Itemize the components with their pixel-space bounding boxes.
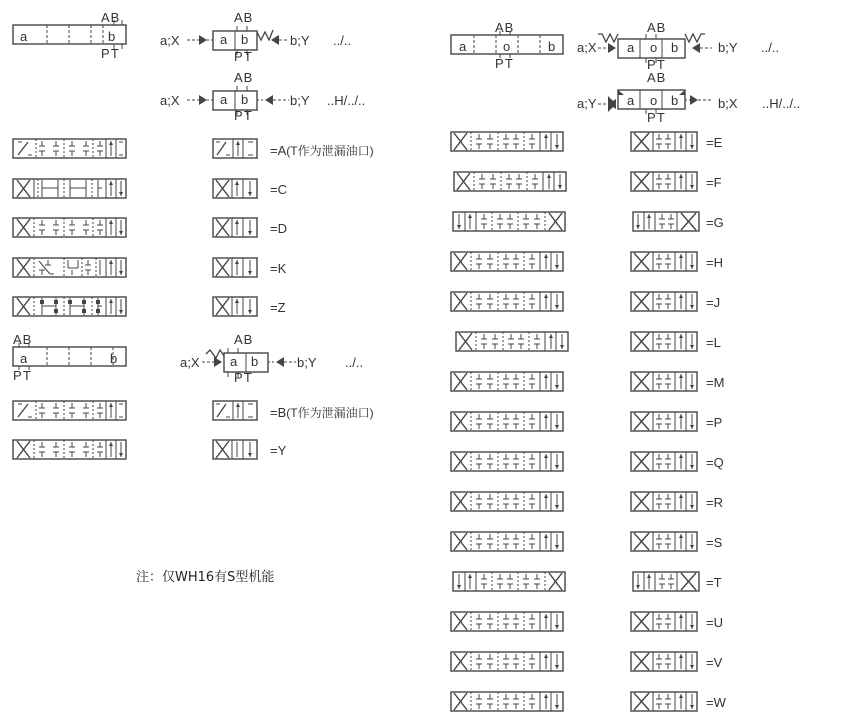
pos-b-right-h: b xyxy=(671,93,679,108)
function-label-G: =G xyxy=(706,215,724,230)
ports-top-b-compact: A B xyxy=(234,332,252,347)
function-code: =A xyxy=(270,143,287,158)
symbol-compact-H xyxy=(630,250,700,274)
pos-b-right-full: b xyxy=(548,39,556,54)
symbol-full-T xyxy=(450,570,566,594)
function-label-C: =C xyxy=(270,182,287,197)
control-label-b-right-h: b;X xyxy=(718,96,738,111)
symbol-compact-W xyxy=(630,690,700,714)
control-label-a-right: a;X xyxy=(577,40,597,55)
symbol-full-W xyxy=(450,690,566,714)
symbol-full-G xyxy=(450,210,566,234)
symbol-compact-Z xyxy=(212,295,258,319)
symbol-full-H xyxy=(450,250,566,274)
symbol-compact-J xyxy=(630,290,700,314)
function-label-V: =V xyxy=(706,655,723,670)
ports-bottom-compact-1: P T xyxy=(234,49,251,64)
symbol-full-M xyxy=(450,370,566,394)
pos-a-b-compact: a xyxy=(230,354,238,369)
symbol-compact-S xyxy=(630,530,700,554)
function-label-E: =E xyxy=(706,135,723,150)
function-code: =B xyxy=(270,405,287,420)
symbol-full-P xyxy=(450,410,566,434)
control-label-a-b: a;X xyxy=(180,355,200,370)
pos-o-right-compact: o xyxy=(650,40,658,55)
function-label-D: =D xyxy=(270,221,287,236)
symbol-compact-K xyxy=(212,256,258,280)
symbol-compact-P xyxy=(630,410,700,434)
function-label-F: =F xyxy=(706,175,722,190)
symbol-compact-R xyxy=(630,490,700,514)
symbol-full-F xyxy=(453,170,569,194)
symbol-full-J xyxy=(450,290,566,314)
function-label-M: =M xyxy=(706,375,725,390)
symbol-compact-M xyxy=(630,370,700,394)
control-label-b-right: b;Y xyxy=(718,40,738,55)
function-label-H: =H xyxy=(706,255,723,270)
pos-b-compact-2: b xyxy=(241,92,249,107)
symbol-full-B xyxy=(12,399,128,423)
control-label-a: a;X xyxy=(160,33,180,48)
pos-label-b: b xyxy=(108,29,116,44)
control-label-a-right-h: a;Y xyxy=(577,96,597,111)
function-label-U: =U xyxy=(706,615,723,630)
ports-bottom-compact-2: P T xyxy=(234,108,251,123)
function-label-W: =W xyxy=(706,695,726,710)
symbol-compact-U xyxy=(630,610,700,634)
order-code-b: ../.. xyxy=(345,355,364,370)
symbol-full-L xyxy=(455,330,571,354)
pos-label-a: a xyxy=(20,29,28,44)
pos-a-b-full: a xyxy=(20,351,28,366)
pos-a-compact-1: a xyxy=(220,32,228,47)
function-label-S: =S xyxy=(706,535,723,550)
order-code-right: ../.. xyxy=(761,40,780,55)
symbol-compact-B xyxy=(212,399,258,423)
ports-bottom-right-compact: P T xyxy=(647,57,664,72)
control-label-b-b: b;Y xyxy=(297,355,317,370)
symbol-full-S xyxy=(450,530,566,554)
port-labels-top: A B xyxy=(101,10,119,25)
symbol-full-Z xyxy=(12,295,128,319)
ports-top-right-compact: A B xyxy=(647,20,665,35)
control-label-b-h: b;Y xyxy=(290,93,310,108)
ports-bottom-right-full: P T xyxy=(495,56,512,71)
symbol-compact-A xyxy=(212,137,258,161)
symbol-compact-T xyxy=(630,570,700,594)
pos-o-right-h: o xyxy=(650,93,658,108)
function-label-T: =T xyxy=(706,575,722,590)
function-label-R: =R xyxy=(706,495,723,510)
ports-bottom-b-full: P T xyxy=(13,368,30,383)
symbol-full-D xyxy=(12,216,128,240)
pos-b-right-compact: b xyxy=(671,40,679,55)
symbol-full-U xyxy=(450,610,566,634)
ports-top-compact-2: A B xyxy=(234,70,252,85)
symbol-compact-E xyxy=(630,130,700,154)
pos-b-b-full: b xyxy=(110,351,118,366)
footnote: 注：仅WH16有S型机能 xyxy=(136,570,275,585)
symbol-full-Y xyxy=(12,438,128,462)
function-label-P: =P xyxy=(706,415,723,430)
ports-bottom-right-h: P T xyxy=(647,110,664,125)
symbol-compact-V xyxy=(630,650,700,674)
symbol-full-K xyxy=(12,256,128,280)
function-label-J: =J xyxy=(706,295,721,310)
function-label-Z: =Z xyxy=(270,300,286,315)
pos-a-right-h: a xyxy=(627,93,635,108)
control-label-b: b;Y xyxy=(290,33,310,48)
order-code-right-h: ..H/../.. xyxy=(762,96,801,111)
port-labels-bottom: P T xyxy=(101,46,118,61)
ports-bottom-b-compact: P T xyxy=(234,370,251,385)
symbol-full-E xyxy=(450,130,566,154)
valve-compact-right-h xyxy=(596,78,736,123)
valve-compact-right-spring xyxy=(596,20,736,70)
order-code: ../.. xyxy=(333,33,352,48)
symbol-compact-F xyxy=(630,170,700,194)
function-label-B xyxy=(270,404,374,421)
symbol-compact-L xyxy=(630,330,700,354)
ports-top-right-full: A B xyxy=(495,20,513,35)
order-code-h: ..H/../.. xyxy=(327,93,366,108)
symbol-full-C xyxy=(12,177,128,201)
function-label-Y: =Y xyxy=(270,443,287,458)
function-label-L: =L xyxy=(706,335,721,350)
function-label-A xyxy=(270,142,374,159)
ports-top-b-full: A B xyxy=(13,332,31,347)
symbol-full-A xyxy=(12,137,128,161)
control-label-a-h: a;X xyxy=(160,93,180,108)
symbol-full-V xyxy=(450,650,566,674)
symbol-compact-Y xyxy=(212,438,258,462)
function-note: (T作为泄漏油口) xyxy=(286,406,374,420)
function-label-Q: =Q xyxy=(706,455,724,470)
pos-b-compact-1: b xyxy=(241,32,249,47)
ports-top-compact-1: A B xyxy=(234,10,252,25)
symbol-full-R xyxy=(450,490,566,514)
pos-o-right-full: o xyxy=(503,39,511,54)
symbol-compact-D xyxy=(212,216,258,240)
symbol-full-Q xyxy=(450,450,566,474)
pos-b-b-compact: b xyxy=(251,354,259,369)
pos-a-compact-2: a xyxy=(220,92,228,107)
symbol-compact-Q xyxy=(630,450,700,474)
pos-a-right-full: a xyxy=(459,39,467,54)
function-label-K: =K xyxy=(270,261,287,276)
symbol-compact-C xyxy=(212,177,258,201)
ports-top-right-h: A B xyxy=(647,70,665,85)
pos-a-right-compact: a xyxy=(627,40,635,55)
symbol-compact-G xyxy=(630,210,700,234)
function-note: (T作为泄漏油口) xyxy=(286,144,374,158)
